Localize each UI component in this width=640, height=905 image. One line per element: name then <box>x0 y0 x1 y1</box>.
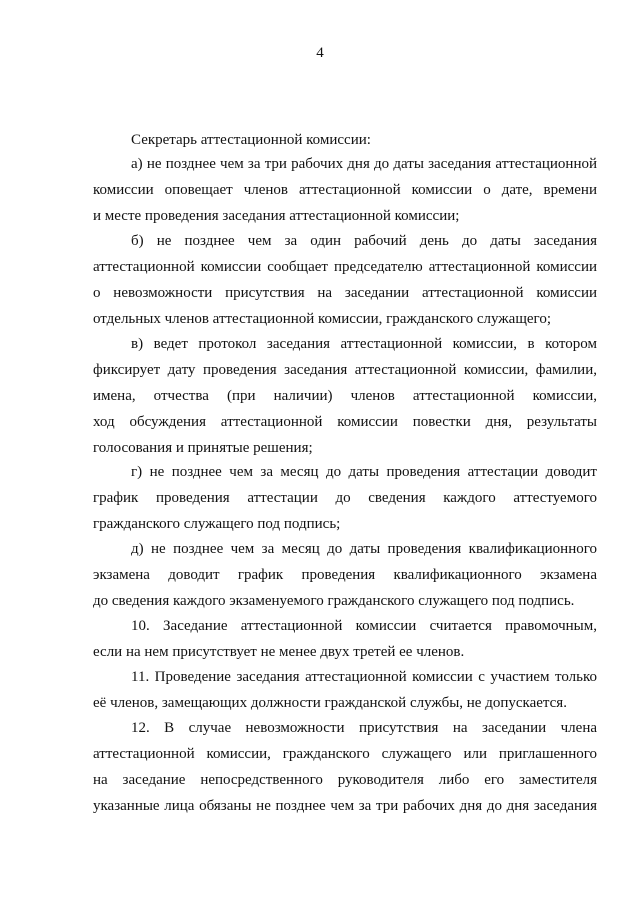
paragraph-clause-10 <box>93 613 597 665</box>
text-line: до сведения каждого экзаменуемого гражданского служащего под подпись. <box>93 593 575 609</box>
text-line: 11. Проведение заседания аттестационной комиссии с участием только <box>131 669 597 685</box>
text-line: если на нем присутствует не менее двух третей ее членов. <box>93 644 465 660</box>
text-line: аттестационной комиссии сообщает председателю аттестационной комиссии <box>93 259 597 275</box>
text-line: г) не позднее чем за месяц до даты проведения аттестации доводит <box>131 464 597 480</box>
text-line: имена, отчества (при наличии) членов аттестационной комиссии, <box>93 388 597 404</box>
text-line: д) не позднее чем за месяц до даты проведения квалификационного <box>131 541 597 557</box>
paragraph-item-g <box>93 459 597 537</box>
text-line: аттестационной комиссии, гражданского служащего или приглашенного <box>93 746 597 762</box>
text-line: ход обсуждения аттестационной комиссии повестки дня, результаты <box>93 414 597 430</box>
text-line: комиссии оповещает членов аттестационной комиссии о дате, времени <box>93 182 597 198</box>
paragraph-clause-12 <box>93 715 597 819</box>
paragraph-item-a <box>93 151 597 229</box>
text-line: отдельных членов аттестационной комиссии, гражданского служащего; <box>93 311 551 327</box>
text-line: 10. Заседание аттестационной комиссии считается правомочным, <box>131 618 597 634</box>
text-line: график проведения аттестации до сведения каждого аттестуемого <box>93 490 597 506</box>
paragraph-item-d <box>93 536 597 614</box>
text-line: и месте проведения заседания аттестационной комиссии; <box>93 208 460 224</box>
paragraph-clause-11 <box>93 664 597 716</box>
text-line: Секретарь аттестационной комиссии: <box>131 132 371 148</box>
text-line: на заседание непосредственного руководителя либо его заместителя <box>93 772 597 788</box>
text-line: фиксирует дату проведения заседания аттестационной комиссии, фамилии, <box>93 362 597 378</box>
text-line: о невозможности присутствия на заседании аттестационной комиссии <box>93 285 597 301</box>
text-line: голосования и принятые решения; <box>93 440 313 456</box>
text-line: б) не позднее чем за один рабочий день до даты заседания <box>131 233 597 249</box>
text-line: указанные лица обязаны не позднее чем за три рабочих дня до дня заседания <box>93 798 597 814</box>
paragraph-item-v <box>93 331 597 461</box>
paragraph-secretary-intro <box>93 127 597 153</box>
paragraph-item-b <box>93 228 597 332</box>
page-number: 4 <box>316 45 324 61</box>
text-line: в) ведет протокол заседания аттестационной комиссии, в котором <box>131 336 597 352</box>
text-line: гражданского служащего под подпись; <box>93 516 341 532</box>
text-line: а) не позднее чем за три рабочих дня до даты заседания аттестационной <box>131 156 597 172</box>
text-line: её членов, замещающих должности гражданской службы, не допускается. <box>93 695 567 711</box>
text-line: экзамена доводит график проведения квалификационного экзамена <box>93 567 597 583</box>
text-line: 12. В случае невозможности присутствия на заседании члена <box>131 720 597 736</box>
